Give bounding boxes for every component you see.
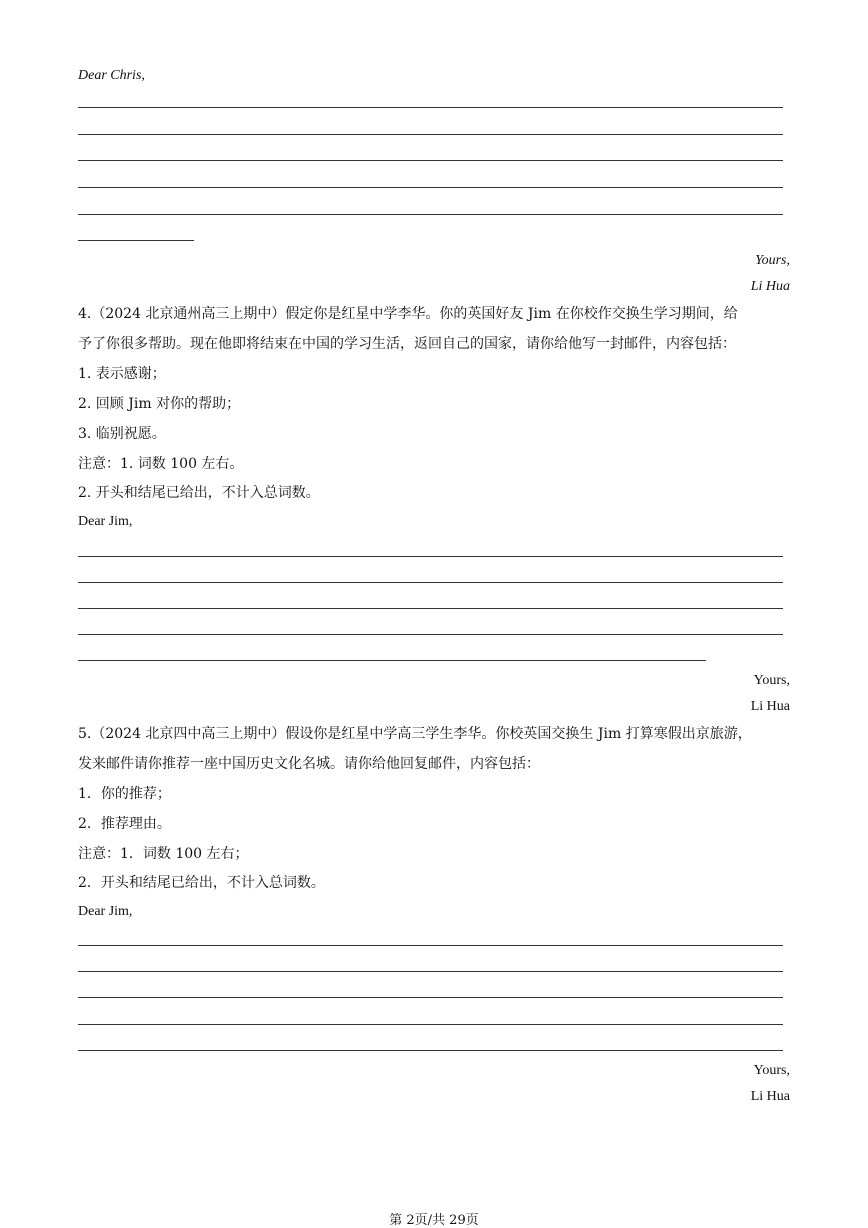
q4-item-2: 2. 回顾 Jim 对你的帮助；	[78, 396, 241, 412]
answer-line	[78, 107, 783, 108]
answer-line	[78, 160, 783, 161]
answer-line	[78, 1024, 783, 1025]
answer-line	[78, 997, 783, 998]
q5-note-1: 注意：1．词数 100 左右；	[78, 846, 249, 862]
answer-line	[78, 945, 783, 946]
answer-line	[78, 1050, 783, 1051]
q5-item-2: 2．推荐理由。	[78, 816, 171, 832]
answer-line	[78, 971, 783, 972]
q5-prompt-line1: 5.（2024 北京四中高三上期中）假设你是红星中学高三学生李华。你校英国交换生 Jim 打算寒假出京旅游，	[78, 726, 752, 742]
q4-note-2: 2. 开头和结尾已给出，不计入总词数。	[78, 485, 320, 501]
letter3-greeting: Dear Chris,	[78, 68, 145, 83]
q5-item-1: 1．你的推荐；	[78, 786, 171, 802]
q4-signature: Li Hua	[750, 699, 790, 714]
q4-item-3: 3. 临别祝愿。	[78, 426, 166, 442]
q4-note-1: 注意：1. 词数 100 左右。	[78, 456, 244, 472]
answer-line	[78, 240, 194, 241]
answer-line	[78, 634, 783, 635]
q4-prompt-line2: 予了你很多帮助。现在他即将结束在中国的学习生活，返回自己的国家，请你给他写一封邮件，内容包括：	[78, 336, 736, 352]
answer-line	[78, 660, 706, 661]
q4-closing: Yours,	[753, 673, 790, 688]
answer-line	[78, 608, 783, 609]
page-number: 第 2页/共 29页	[389, 1213, 479, 1228]
q4-prompt-line1: 4.（2024 北京通州高三上期中）假定你是红星中学李华。你的英国好友 Jim 在你校作交换生学习期间，给	[78, 306, 738, 322]
q5-signature: Li Hua	[750, 1089, 790, 1104]
answer-line	[78, 582, 783, 583]
letter3-signature: Li Hua	[750, 279, 790, 294]
q5-closing: Yours,	[753, 1063, 790, 1078]
q4-item-1: 1. 表示感谢；	[78, 366, 166, 382]
q5-note-2: 2．开头和结尾已给出，不计入总词数。	[78, 875, 325, 891]
q4-greeting: Dear Jim,	[78, 514, 133, 529]
q5-prompt-line2: 发来邮件请你推荐一座中国历史文化名城。请你给他回复邮件，内容包括：	[78, 756, 540, 772]
answer-line	[78, 556, 783, 557]
q5-greeting: Dear Jim,	[78, 904, 133, 919]
answer-line	[78, 214, 783, 215]
letter3-closing: Yours,	[755, 253, 790, 268]
answer-line	[78, 187, 783, 188]
answer-line	[78, 134, 783, 135]
